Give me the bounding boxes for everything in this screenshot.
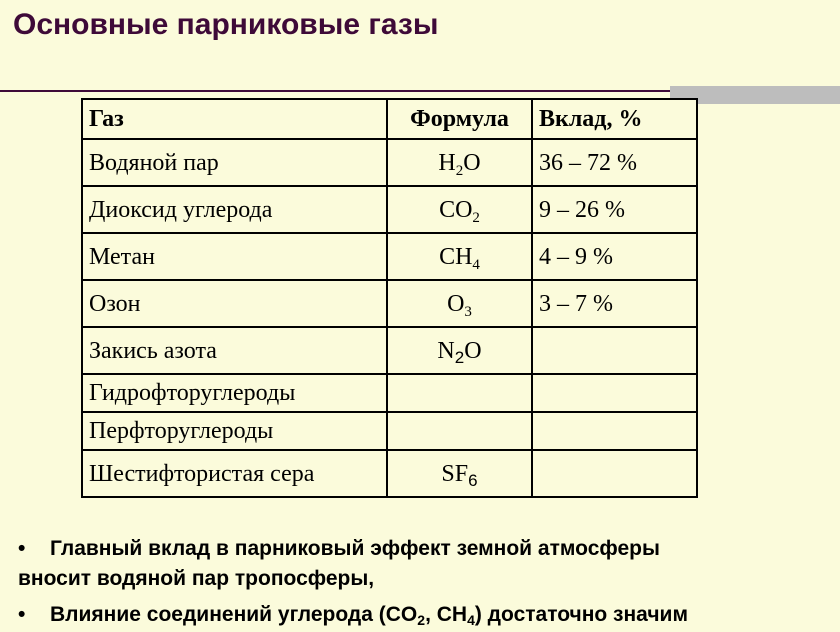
gas-name: Водяной пар <box>82 139 387 186</box>
bullet-item-2 <box>18 600 840 630</box>
header-gas: Газ <box>82 99 387 139</box>
gas-name: Шестифтористая сера <box>82 450 387 497</box>
bullet-item-1 <box>18 534 840 564</box>
gas-name: Гидрофторуглероды <box>82 374 387 412</box>
gas-share <box>532 327 697 374</box>
gas-share: 9 – 26 % <box>532 186 697 233</box>
bullet-list <box>18 534 840 630</box>
bullet-text: вносит водяной пар тропосферы, <box>18 567 375 590</box>
gas-formula: $H_2O$ <box>387 139 532 186</box>
gas-name: Озон <box>82 280 387 327</box>
gas-share: 3 – 7 % <box>532 280 697 327</box>
header-share: Вклад, % <box>532 99 697 139</box>
bullet-text: Влияние соединений углерода ($CO_2$, $CH_4$) достаточно значим <box>50 603 688 628</box>
table-row <box>82 186 697 233</box>
table-row <box>82 327 697 374</box>
table-row <box>82 139 697 186</box>
gas-formula: $CO_2$ <box>387 186 532 233</box>
gas-formula: $N_2O$ <box>387 327 532 374</box>
bullet-marker: • <box>18 603 26 626</box>
gas-share <box>532 450 697 497</box>
table-row <box>82 374 697 412</box>
gas-formula <box>387 412 532 450</box>
gas-share: 36 – 72 % <box>532 139 697 186</box>
bullet-text: Главный вклад в парниковый эффект земной атмосферы <box>50 537 660 560</box>
gas-share <box>532 412 697 450</box>
table-row <box>82 412 697 450</box>
bullet-marker: • <box>18 537 26 560</box>
table-row <box>82 450 697 497</box>
bullet-item-1-continuation <box>18 564 840 594</box>
page-title: Основные парниковые газы <box>13 8 439 41</box>
gas-formula <box>387 374 532 412</box>
gas-name: Диоксид углерода <box>82 186 387 233</box>
table-row <box>82 280 697 327</box>
gas-formula: $SF_6$ <box>387 450 532 497</box>
gas-name: Перфторуглероды <box>82 412 387 450</box>
gas-formula: $O_3$ <box>387 280 532 327</box>
gas-share <box>532 374 697 412</box>
greenhouse-gas-table <box>81 98 698 498</box>
gas-formula: $CH_4$ <box>387 233 532 280</box>
header-formula: Формула <box>387 99 532 139</box>
gas-name: Закись азота <box>82 327 387 374</box>
table-row <box>82 233 697 280</box>
table-header-row <box>82 99 697 139</box>
gas-share: 4 – 9 % <box>532 233 697 280</box>
gas-name: Метан <box>82 233 387 280</box>
